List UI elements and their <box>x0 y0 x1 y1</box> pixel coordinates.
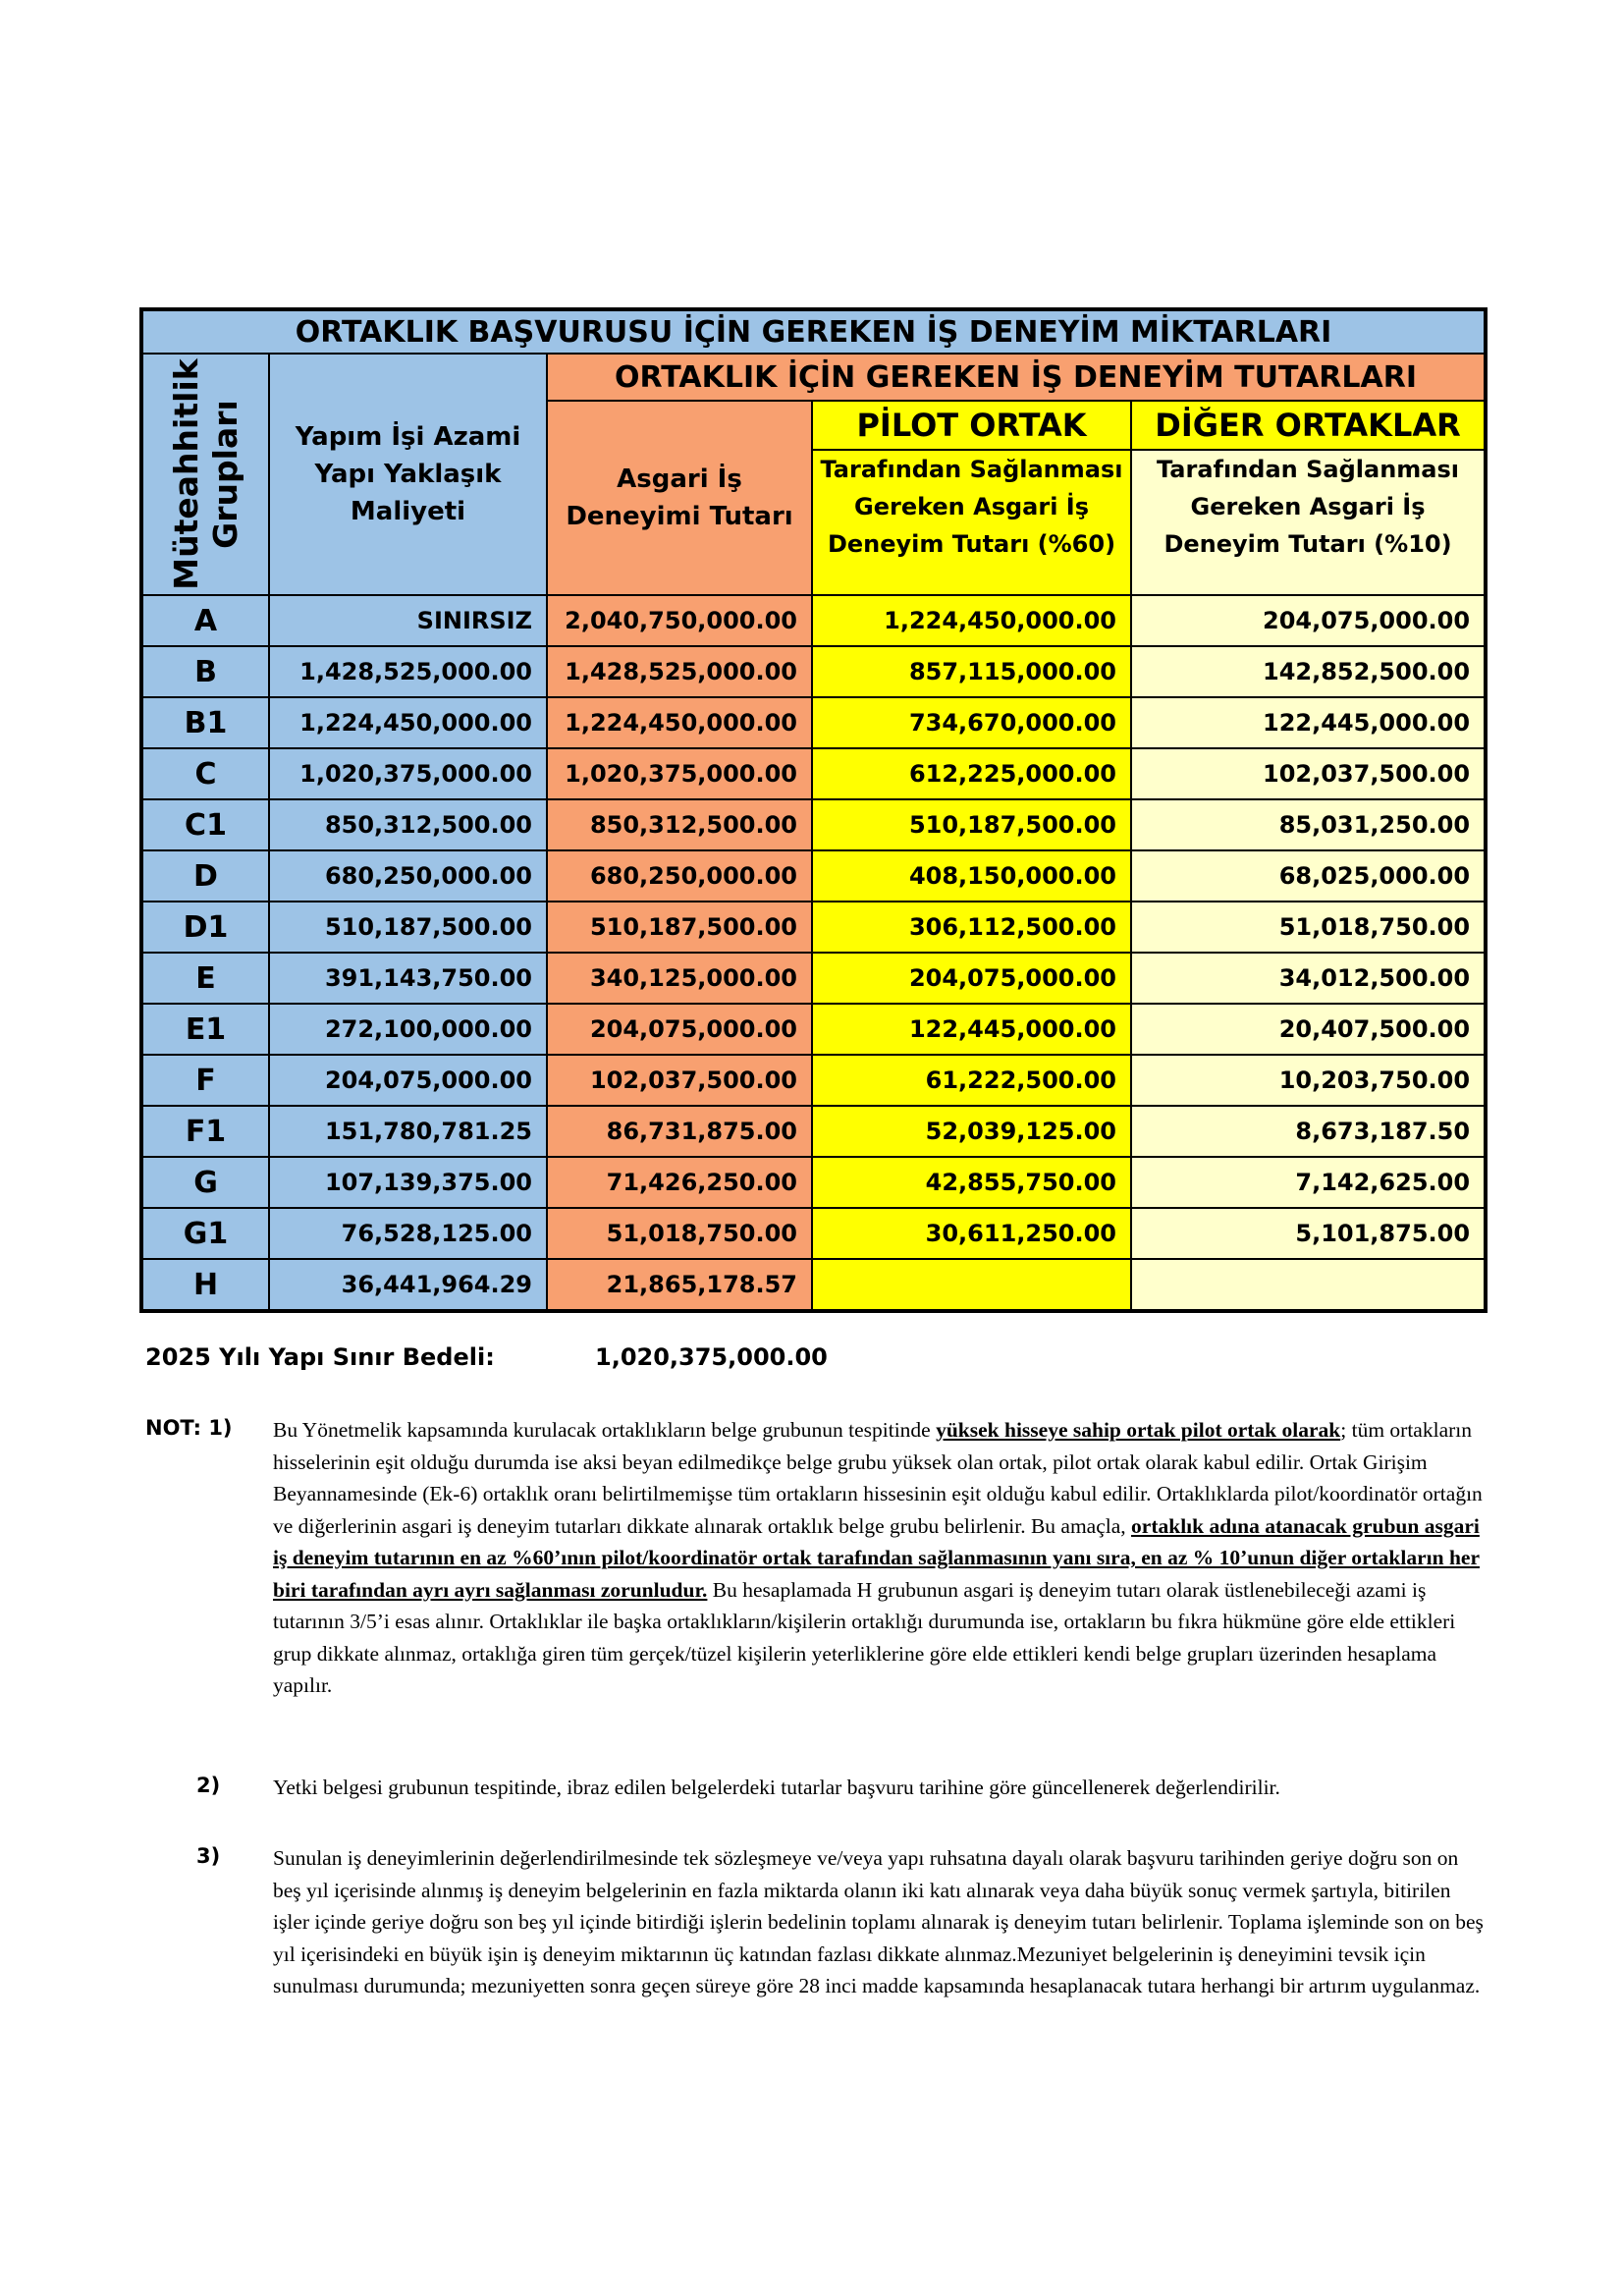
group-cell: B <box>141 646 269 697</box>
other-cell: 142,852,500.00 <box>1131 646 1486 697</box>
pilot-cell: 52,039,125.00 <box>812 1106 1131 1157</box>
pilot-description: Tarafından Sağlanması Gereken Asgari İş Deneyim Tutarı (%60) <box>812 450 1131 595</box>
other-cell: 5,101,875.00 <box>1131 1208 1486 1259</box>
other-cell: 85,031,250.00 <box>1131 799 1486 850</box>
table-row <box>141 1004 1486 1055</box>
group-cell: E <box>141 953 269 1004</box>
pilot-cell: 42,855,750.00 <box>812 1157 1131 1208</box>
max-cost-cell: 1,020,375,000.00 <box>269 748 547 799</box>
table-subtitle: ORTAKLIK İÇİN GEREKEN İŞ DENEYİM TUTARLARI <box>547 354 1486 401</box>
group-header: Müteahhitlik Grupları <box>166 358 244 590</box>
pilot-cell <box>812 1259 1131 1311</box>
group-cell: G <box>141 1157 269 1208</box>
group-header-cell <box>141 354 269 595</box>
group-cell: H <box>141 1259 269 1311</box>
group-cell: D <box>141 850 269 902</box>
pilot-cell: 734,670,000.00 <box>812 697 1131 748</box>
note-2-label: 2) <box>196 1774 221 1797</box>
max-cost-cell: 272,100,000.00 <box>269 1004 547 1055</box>
note-1-text: Bu Yönetmelik kapsamında kurulacak ortaklıkların belge grubunun tespitinde yüksek hisseye sahip ortak pilot ortak olarak; tüm ortakların hisselerinin eşit olduğu durumda ise aksi beyan edilmedikçe belge grubu yüksek olan ortak, pilot ortak olarak kabul edilir. Ortak Girişim Beyannamesinde (Ek-6) ortaklık oranı belirtilmemişse tüm ortakların hissesinin eşit olduğu kabul edilir. Ortaklıklarda pilot/koordinatör ortağın ve diğerlerinin asgari iş deneyim tutarları dikkate alınarak ortaklık belge grubu belirlenir. Bu amaçla, ortaklık adına atanacak grubun asgari iş deneyim tutarının en az %60’ının pilot/koordinatör ortak tarafından sağlanmasının yanı sıra, en az % 10’unun diğer ortakların her biri tarafından ayrı ayrı sağlanması zorunludur. Bu hesaplamada H grubunun asgari iş deneyim tutarı olarak üstlenebileceği azami iş tutarının 3/5’i esas alınır. Ortaklıklar ile başka ortaklıkların/kişilerin ortaklığı durumunda ise, ortakların bu fıkra hükmüne göre elde ettikleri grup dikkate alınmaz, ortaklığa giren tüm gerçek/tüzel kişilerin yeterliklerine göre elde ettikleri kendi belge grupları üzerinden hesaplama yapılır. <box>273 1418 1483 1697</box>
pilot-cell: 612,225,000.00 <box>812 748 1131 799</box>
group-cell: B1 <box>141 697 269 748</box>
experience-table <box>139 307 1488 1313</box>
pilot-cell: 204,075,000.00 <box>812 953 1131 1004</box>
note-1-label: NOT: 1) <box>145 1416 233 1440</box>
pilot-cell: 30,611,250.00 <box>812 1208 1131 1259</box>
min-experience-cell: 102,037,500.00 <box>547 1055 812 1106</box>
table-title: ORTAKLIK BAŞVURUSU İÇİN GEREKEN İŞ DENEYİM MİKTARLARI <box>141 309 1486 354</box>
other-cell: 68,025,000.00 <box>1131 850 1486 902</box>
group-cell: C1 <box>141 799 269 850</box>
min-experience-cell: 21,865,178.57 <box>547 1259 812 1311</box>
max-cost-cell: 680,250,000.00 <box>269 850 547 902</box>
table-row <box>141 953 1486 1004</box>
max-cost-cell: 510,187,500.00 <box>269 902 547 953</box>
table-row <box>141 1157 1486 1208</box>
min-experience-header: Asgari İş Deneyimi Tutarı <box>547 401 812 595</box>
table-row <box>141 1106 1486 1157</box>
max-cost-cell: 204,075,000.00 <box>269 1055 547 1106</box>
min-experience-cell: 1,224,450,000.00 <box>547 697 812 748</box>
table-row <box>141 799 1486 850</box>
group-cell: C <box>141 748 269 799</box>
pilot-cell: 122,445,000.00 <box>812 1004 1131 1055</box>
pilot-cell: 306,112,500.00 <box>812 902 1131 953</box>
other-cell: 122,445,000.00 <box>1131 697 1486 748</box>
group-cell: F <box>141 1055 269 1106</box>
other-cell: 204,075,000.00 <box>1131 595 1486 646</box>
other-header: DİĞER ORTAKLAR <box>1131 401 1486 450</box>
other-cell: 10,203,750.00 <box>1131 1055 1486 1106</box>
note-3-label: 3) <box>196 1844 221 1868</box>
max-cost-cell: 151,780,781.25 <box>269 1106 547 1157</box>
note-2-text: Yetki belgesi grubunun tespitinde, ibraz edilen belgelerdeki tutarlar başvuru tarihine göre güncellenerek değerlendirilir. <box>273 1776 1280 1799</box>
min-experience-cell: 71,426,250.00 <box>547 1157 812 1208</box>
min-experience-cell: 204,075,000.00 <box>547 1004 812 1055</box>
table-row <box>141 1208 1486 1259</box>
max-cost-cell: 391,143,750.00 <box>269 953 547 1004</box>
other-description: Tarafından Sağlanması Gereken Asgari İş Deneyim Tutarı (%10) <box>1131 450 1486 595</box>
limit-value: 1,020,375,000.00 <box>595 1343 828 1371</box>
pilot-cell: 61,222,500.00 <box>812 1055 1131 1106</box>
table-row <box>141 646 1486 697</box>
other-cell: 7,142,625.00 <box>1131 1157 1486 1208</box>
other-cell: 51,018,750.00 <box>1131 902 1486 953</box>
group-cell: G1 <box>141 1208 269 1259</box>
pilot-cell: 408,150,000.00 <box>812 850 1131 902</box>
note-3-text: Sunulan iş deneyimlerinin değerlendirilmesinde tek sözleşmeye ve/veya yapı ruhsatına dayalı olarak başvuru tarihinden geriye doğru son on beş yıl içerisinde alınmış iş deneyim belgelerinin en fazla miktarda olanın iki katı alınarak veya daha büyük sonuç vermek şartıyla, bitirilen işler içinde geriye doğru son beş yıl içinde bitirdiği işlerin bedelinin toplamı alınarak iş deneyim tutarı belirlenir. Toplama işleminde son on beş yıl içerisindeki en büyük işin iş deneyim miktarının üç katından fazlası dikkate alınmaz.Mezuniyet belgelerinin iş deneyimini tevsik için sunulması durumunda; mezuniyetten sonra geçen süreye göre 28 inci madde kapsamında hesaplanacak tutara herhangi bir artırım uygulanmaz. <box>273 1846 1484 1997</box>
other-cell: 102,037,500.00 <box>1131 748 1486 799</box>
table-row <box>141 595 1486 646</box>
max-cost-cell: 850,312,500.00 <box>269 799 547 850</box>
min-experience-cell: 510,187,500.00 <box>547 902 812 953</box>
max-cost-cell: 107,139,375.00 <box>269 1157 547 1208</box>
max-cost-cell: SINIRSIZ <box>269 595 547 646</box>
max-cost-cell: 1,224,450,000.00 <box>269 697 547 748</box>
other-cell: 8,673,187.50 <box>1131 1106 1486 1157</box>
group-cell: A <box>141 595 269 646</box>
pilot-cell: 1,224,450,000.00 <box>812 595 1131 646</box>
table-row <box>141 1259 1486 1311</box>
max-cost-cell: 36,441,964.29 <box>269 1259 547 1311</box>
table-row <box>141 748 1486 799</box>
table-row <box>141 1055 1486 1106</box>
min-experience-cell: 340,125,000.00 <box>547 953 812 1004</box>
pilot-header: PİLOT ORTAK <box>812 401 1131 450</box>
other-cell: 20,407,500.00 <box>1131 1004 1486 1055</box>
limit-label: 2025 Yılı Yapı Sınır Bedeli: <box>145 1343 495 1371</box>
pilot-cell: 857,115,000.00 <box>812 646 1131 697</box>
table-row <box>141 902 1486 953</box>
group-cell: E1 <box>141 1004 269 1055</box>
min-experience-cell: 86,731,875.00 <box>547 1106 812 1157</box>
min-experience-cell: 1,428,525,000.00 <box>547 646 812 697</box>
min-experience-cell: 850,312,500.00 <box>547 799 812 850</box>
min-experience-cell: 2,040,750,000.00 <box>547 595 812 646</box>
group-cell: F1 <box>141 1106 269 1157</box>
group-cell: D1 <box>141 902 269 953</box>
max-cost-cell: 76,528,125.00 <box>269 1208 547 1259</box>
pilot-cell: 510,187,500.00 <box>812 799 1131 850</box>
max-cost-cell: 1,428,525,000.00 <box>269 646 547 697</box>
min-experience-cell: 51,018,750.00 <box>547 1208 812 1259</box>
min-experience-cell: 1,020,375,000.00 <box>547 748 812 799</box>
table-row <box>141 697 1486 748</box>
min-experience-cell: 680,250,000.00 <box>547 850 812 902</box>
other-cell <box>1131 1259 1486 1311</box>
max-cost-header: Yapım İşi Azami Yapı Yaklaşık Maliyeti <box>269 354 547 595</box>
table-row <box>141 850 1486 902</box>
other-cell: 34,012,500.00 <box>1131 953 1486 1004</box>
